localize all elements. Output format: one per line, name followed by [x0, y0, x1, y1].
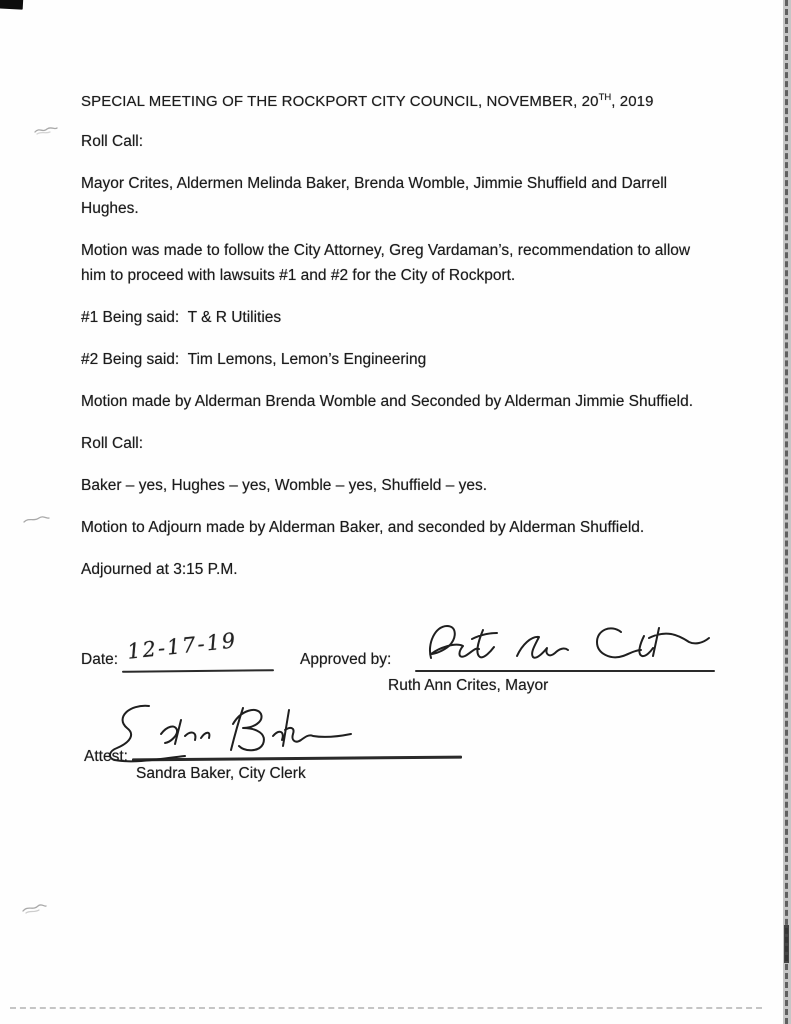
motion-paragraph: Motion was made to follow the City Attorney, Greg Vardaman’s, recommendation to allow him to proceed with lawsuits #1 and #2 for the City of Rockport.: [81, 242, 695, 284]
approved-by-label: Approved by:: [300, 651, 392, 668]
scan-bottom-dotted-line: [10, 1007, 762, 1009]
title-suffix: , 2019: [611, 93, 654, 110]
scan-edge-strip: [783, 0, 791, 1024]
vote-results-line: Baker – yes, Hughes – yes, Womble – yes, Shuffield – yes.: [81, 477, 488, 494]
scan-corner-mark: [0, 0, 23, 10]
scan-edge-blotch: [784, 925, 789, 963]
clerk-name-line: Sandra Baker, City Clerk: [136, 765, 306, 782]
motion-made-paragraph: Motion made by Alderman Brenda Womble and Seconded by Alderman Jimmie Shuffield.: [81, 393, 694, 410]
scan-edge-dashes: [785, 0, 788, 1024]
attendees-paragraph: Mayor Crites, Aldermen Melinda Baker, Brenda Womble, Jimmie Shuffield and Darrell Hughes.: [81, 175, 672, 217]
title-text: SPECIAL MEETING OF THE ROCKPORT CITY COUNCIL, NOVEMBER, 20: [81, 93, 599, 110]
roll-call-heading: Roll Call:: [81, 133, 144, 150]
mayor-name-line: Ruth Ann Crites, Mayor: [388, 677, 549, 694]
adjourn-motion-paragraph: Motion to Adjourn made by Alderman Baker, and seconded by Alderman Shuffield.: [81, 519, 645, 536]
pencil-smudge-1: [33, 124, 59, 136]
lawsuit-1-line: #1 Being said: T & R Utilities: [81, 309, 282, 326]
lawsuit-2-line: #2 Being said: Tim Lemons, Lemon’s Engineering: [81, 351, 427, 368]
pencil-smudge-2: [22, 513, 50, 525]
handwritten-date: 12-17-19: [126, 628, 239, 664]
attest-label: Attest:: [84, 748, 128, 765]
clerk-signature-image: [105, 696, 355, 766]
pencil-smudge-3: [20, 900, 48, 916]
mayor-signature-image: [425, 618, 715, 672]
date-label: Date:: [81, 651, 119, 668]
adjourned-time-line: Adjourned at 3:15 P.M.: [81, 561, 238, 578]
date-signature-line: [122, 669, 274, 673]
roll-call-heading-2: Roll Call:: [81, 435, 144, 452]
title-ordinal: TH: [598, 92, 612, 103]
